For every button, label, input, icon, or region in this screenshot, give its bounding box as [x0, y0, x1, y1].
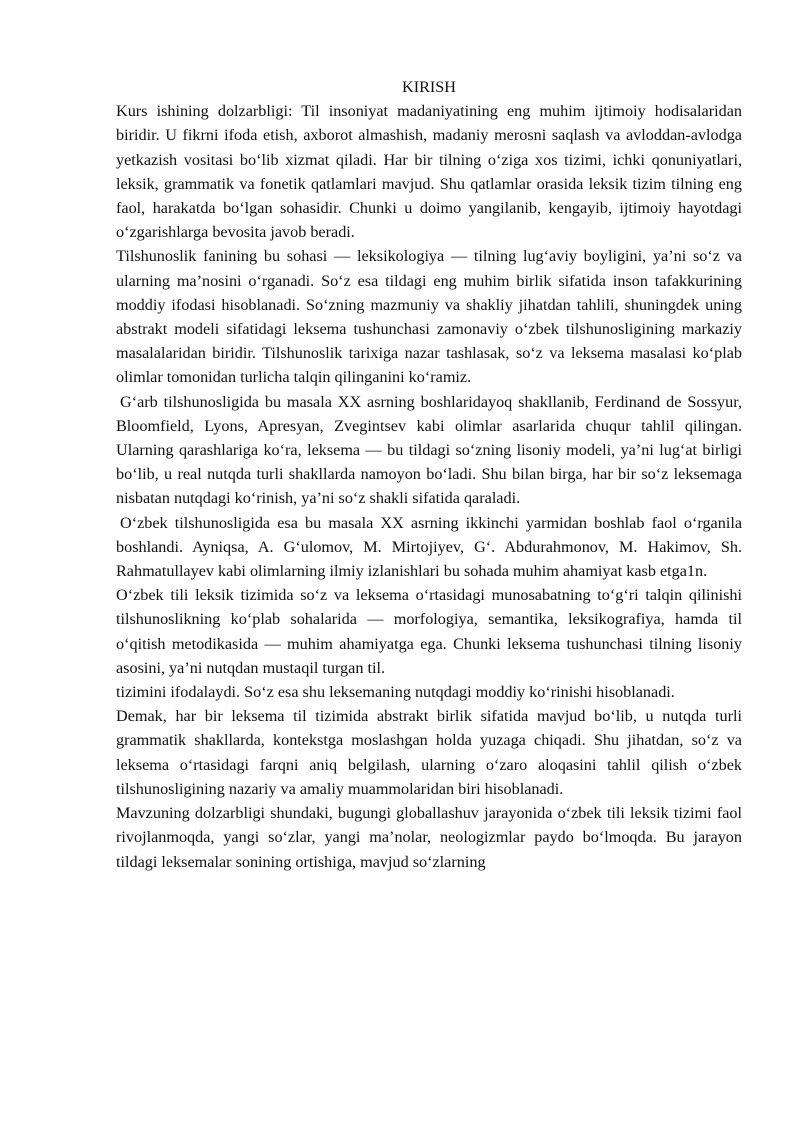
paragraph-conclusion: Demak, har bir leksema til tizimida abstrakt birlik sifatida mavjud bo‘lib, u nutqda turli grammatik shakllarda, kontekstga moslashgan holda yuzaga chiqadi. Shu jihatdan, so‘z va leksema o‘rtasidagi farqni aniq belgilash, ularning o‘zaro aloqasini tahlil qilish o‘zbek tilshunosligining nazariy va amaliy muammolaridan biri hisoblanadi. — [116, 707, 742, 798]
paragraph-relevance: Kurs ishining dolzarbligi: Til insoniyat madaniyatining eng muhim ijtimoiy hodisalaridan biridir. U fikrni ifoda etish, axborot almashish, madaniy merosni saqlash va avloddan-avlodga yetkazish vositasi bo‘lib xizmat qiladi. Har bir tilning o‘ziga xos tizimi, ichki qonuniyatlari, leksik, grammatik va fonetik qatlamlari mavjud. Shu qatlamlar orasida leksik tizim tilning eng faol, harakatda bo‘lgan sohasidir. Chunki u doimo yangilanib, kengayib, ijtimoiy hayotdagi o‘zgarishlarga bevosita javob beradi. — [116, 102, 742, 242]
paragraph-word-lexeme-relation: O‘zbek tili leksik tizimida so‘z va leksema o‘rtasidagi munosabatning to‘g‘ri talqin qilinishi tilshunoslikning ko‘plab sohalarida — morfologiya, semantika, leksikografiya, hamda til o‘qitish metodikasida — muhim ahamiyatga ega. Chunki leksema tushunchasi tilning lisoniy asosini, ya’ni nutqdan mustaqil turgan til. — [116, 586, 742, 677]
paragraph-western-linguistics: G‘arb tilshunosligida bu masala XX asrning boshlaridayoq shakllanib, Ferdinand de Sossyur, Bloomfield, Lyons, Apresyan, Zvegintsev kabi olimlar asarlarida chuqur tahlil qilingan. Ularning qarashlariga ko‘ra, leksema — bu tildagi so‘zning lisoniy modeli, ya’ni lug‘at birligi bo‘lib, u real nutqda turli shakllarda namoyon bo‘ladi. Shu bilan birga, har bir so‘z leksemaga nisbatan nutqdagi ko‘rinish, ya’ni so‘z shakli sifatida qaraladi. — [116, 392, 742, 508]
document-page — [116, 75, 742, 874]
paragraph-uzbek-linguistics: O‘zbek tilshunosligida esa bu masala XX asrning ikkinchi yarmidan boshlab faol o‘rganila boshlandi. Ayniqsa, A. G‘ulomov, M. Mirtojiyev, G‘. Abdurahmonov, M. Hakimov, Sh. Rahmatullayev kabi olimlarning ilmiy izlanishlari bu sohada muhim ahamiyat kasb etga1n. — [116, 513, 742, 581]
paragraph-lexicology: Tilshunoslik fanining bu sohasi — leksikologiya — tilning lug‘aviy boyligini, ya’ni so‘z va ularning ma’nosini o‘rganadi. So‘z esa tildagi eng muhim birlik sifatida inson tafakkurining moddiy ifodasi hisoblanadi. So‘zning mazmuniy va shakliy jihatdan tahlili, shuningdek uning abstrakt modeli sifatidagi leksema tushunchasi zamonaviy o‘zbek tilshunosligining markaziy masalalaridan biridir. Tilshunoslik tarixiga nazar tashlasak, so‘z va leksema masalasi ko‘plab olimlar tomonidan turlicha talqin qilinganini ko‘ramiz. — [116, 247, 742, 387]
paragraph-topic-relevance: Mavzuning dolzarbligi shundaki, bugungi globallashuv jarayonida o‘zbek tili leksik tizimi faol rivojlanmoqda, yangi so‘zlar, yangi ma’nolar, neologizmlar paydo bo‘lmoqda. Bu jarayon tildagi leksemalar sonining ortishiga, mavjud so‘zlarning — [116, 804, 742, 871]
paragraph-system-expression: tizimini ifodalaydi. So‘z esa shu leksemaning nutqdagi moddiy ko‘rinishi hisoblanadi. — [116, 683, 675, 702]
document-title: KIRISH — [402, 78, 456, 96]
